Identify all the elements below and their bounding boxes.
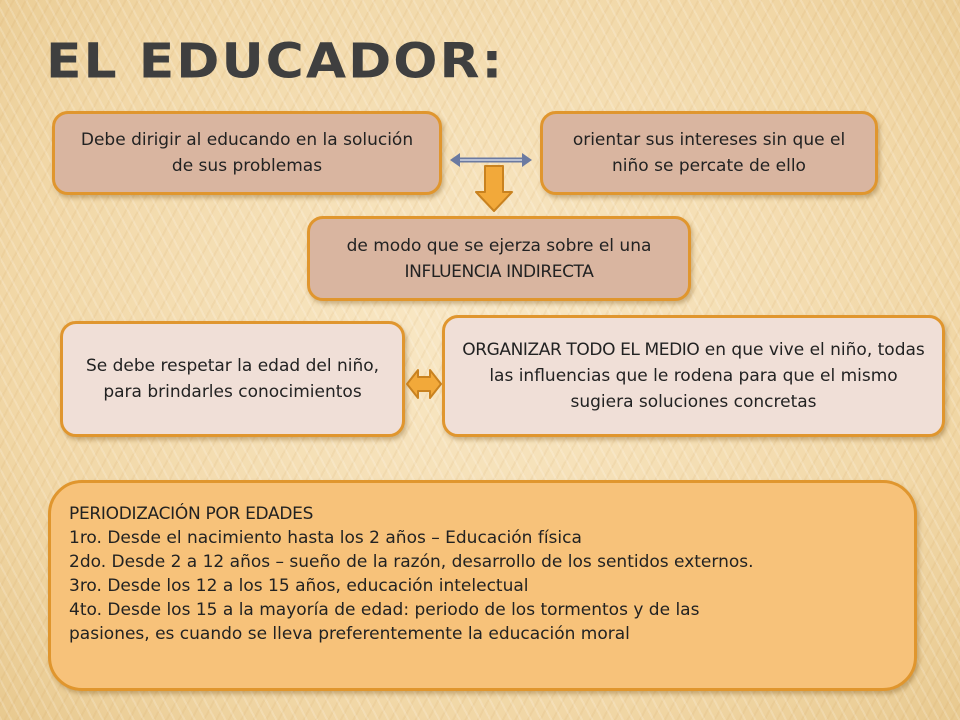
periodizacion-line-5: pasiones, es cuando se lleva preferentemente la educación moral [69, 624, 630, 644]
box-dirigir-educando-text: Debe dirigir al educando en la solución de sus problemas [80, 130, 414, 176]
box-respetar-edad [60, 321, 405, 437]
periodizacion-line-3: 3ro. Desde los 12 a los 15 años, educación intelectual [69, 576, 529, 596]
box-influencia-indirecta-text [324, 233, 674, 285]
box-orientar-intereses [540, 111, 878, 195]
periodizacion-line-1: 1ro. Desde el nacimiento hasta los 2 años – Educación física [69, 528, 582, 548]
organizar-emphasis: ORGANIZAR TODO EL MEDIO [462, 340, 700, 360]
box-organizar-medio [442, 315, 945, 437]
influencia-lead-text: de modo que se ejerza sobre el una [346, 235, 652, 256]
periodizacion-line-2: 2do. Desde 2 a 12 años – sueño de la razón, desarrollo de los sentidos externos. [69, 552, 754, 572]
double-arrow-icon [404, 366, 444, 402]
slide-title: EL EDUCADOR: [46, 34, 505, 90]
organizar-rest-text: en que vive el niño, todas las influencias que le rodena para que el mismo sugiera soluciones concretas [489, 340, 925, 412]
down-arrow-icon [474, 164, 514, 214]
periodizacion-line-4: 4to. Desde los 15 a la mayoría de edad: periodo de los tormentos y de las [69, 600, 700, 620]
influencia-emphasis: INFLUENCIA INDIRECTA [404, 261, 594, 282]
periodizacion-heading: PERIODIZACIÓN POR EDADES [69, 504, 314, 524]
box-influencia-indirecta [307, 216, 691, 301]
periodizacion-box [48, 480, 917, 691]
box-orientar-intereses-text: orientar sus intereses sin que el niño se percate de ello [572, 130, 846, 176]
box-respetar-edad-text: Se debe respetar la edad del niño, para brindarles conocimientos [85, 356, 380, 402]
box-organizar-medio-text [459, 337, 928, 415]
box-dirigir-educando [52, 111, 442, 195]
